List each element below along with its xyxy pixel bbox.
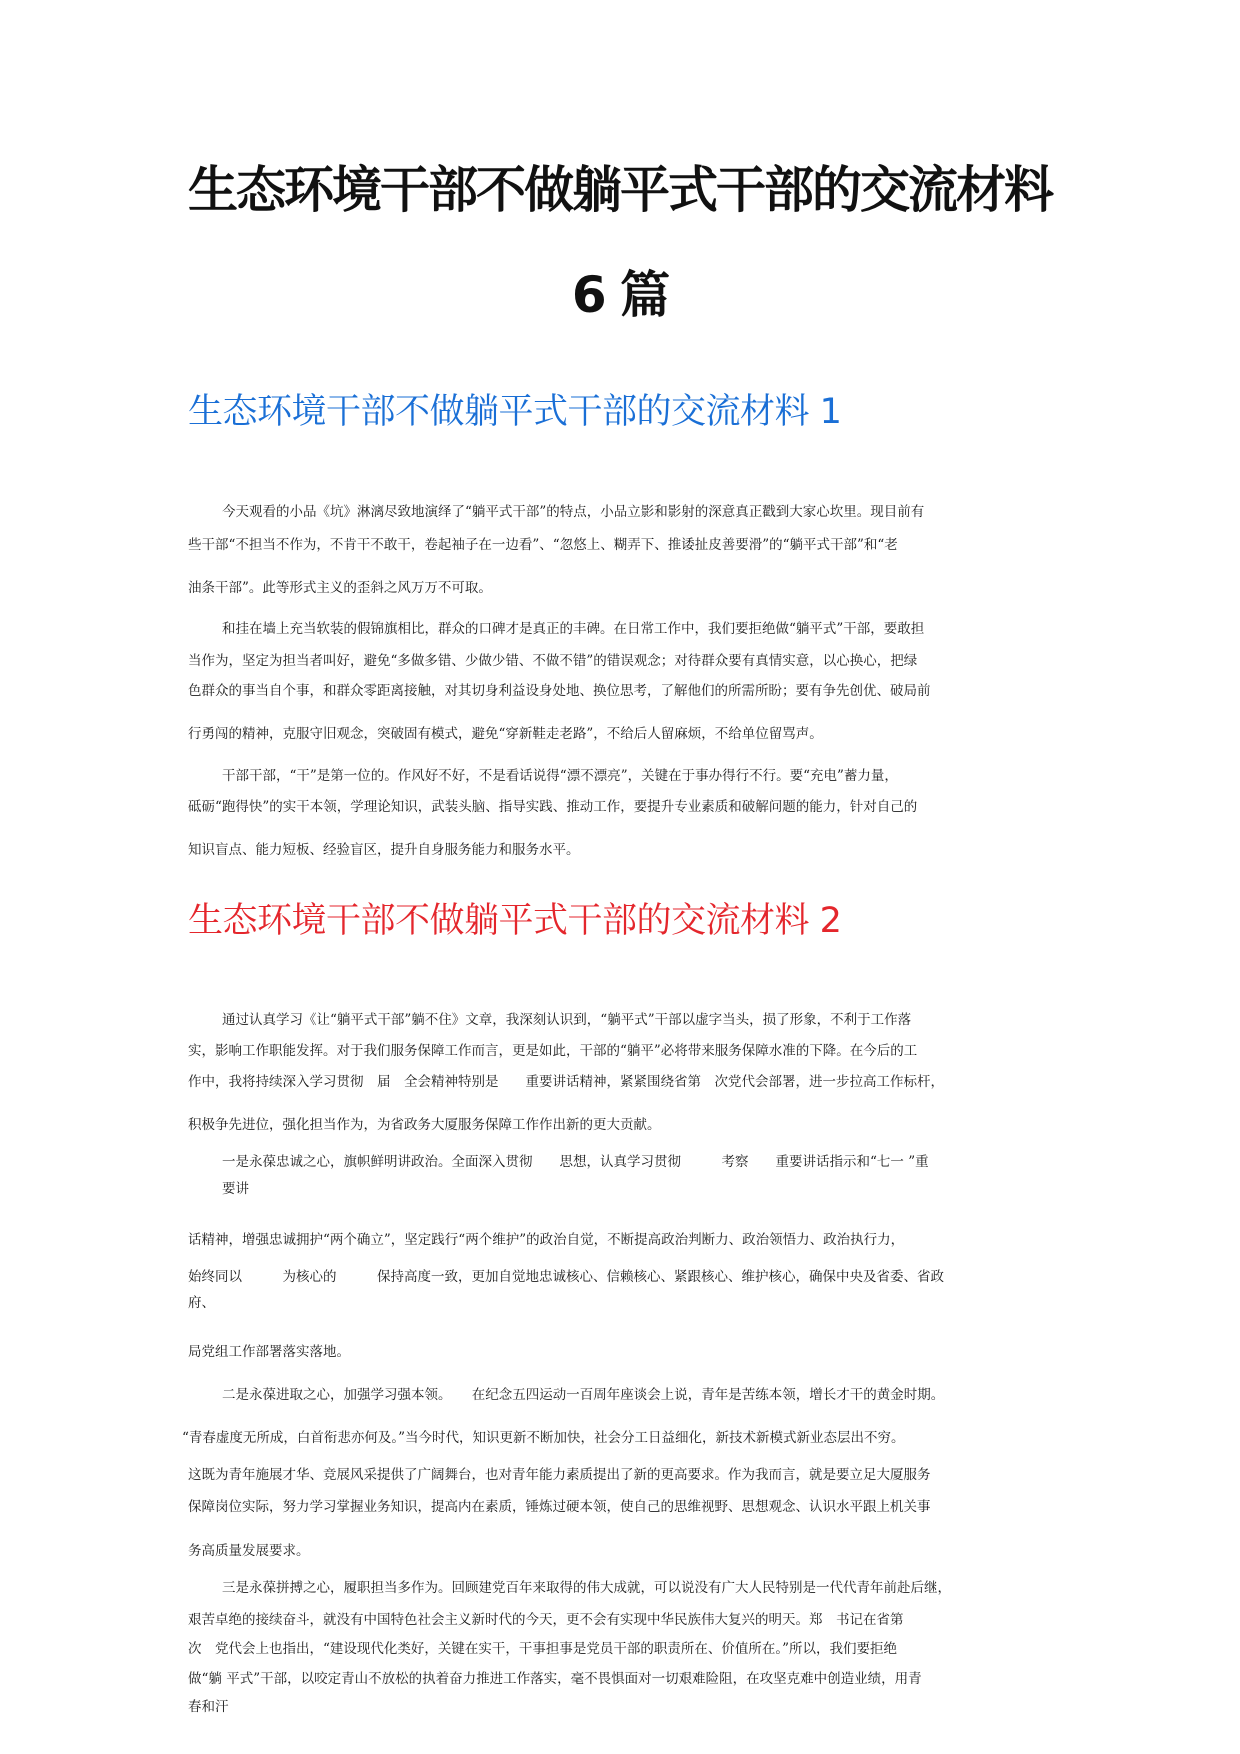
paragraph-line: 春和汗 (188, 1699, 229, 1715)
paragraph-line: 实，影响工作职能发挥。对于我们服务保障工作而言，更是如此，干部的“躺平”必将带来服务保障水准的下降。在今后的工 (188, 1043, 918, 1059)
paragraph-line: 做“躺 平式”干部，以咬定青山不放松的执着奋力推进工作落实，毫不畏惧面对一切艰难险阻，在攻坚克难中创造业绩，用青 (188, 1671, 922, 1687)
paragraph-line: 作中，我将持续深入学习贯彻 届 全会精神特别是 重要讲话精神，紧紧围绕省第 次党代会部署，进一步拉高工作标杆， (188, 1074, 944, 1090)
section-1-heading: 生态环境干部不做躺平式干部的交流材料 1 (188, 392, 842, 432)
document-title-count: 6 篇 (571, 266, 669, 324)
paragraph-line: 局党组工作部署落实落地。 (188, 1344, 350, 1360)
paragraph-line: 砥砺“跑得快”的实干本领，学理论知识，武装头脑、指导实践、推动工作，要提升专业素质和破解问题的能力，针对自己的 (188, 799, 918, 815)
paragraph-line: 始终同以 为核心的 保持高度一致，更加自觉地忠诚核心、信赖核心、紧跟核心、维护核心，确保中央及省委、省政 (188, 1269, 944, 1285)
paragraph-line: 些干部“不担当不作为，不肯干不敢干，卷起袖子在一边看”、“忽悠上、糊弄下、推诿扯皮善要滑”的“躺平式干部”和“老 (188, 537, 898, 553)
paragraph-line: 通过认真学习《让“躺平式干部”躺不住》文章，我深刻认识到，“躺平式”干部以虚字当头，损了形象，不利于工作落 (222, 1012, 912, 1028)
paragraph-line: 话精神，增强忠诚拥护“两个确立”，坚定践行“两个维护”的政治自觉，不断提高政治判断力、政治领悟力、政治执行力， (188, 1232, 905, 1248)
paragraph-line: 和挂在墙上充当软装的假锦旗相比，群众的口碑才是真正的丰碑。在日常工作中，我们要拒绝做“躺平式”干部，要敢担 (222, 621, 925, 637)
paragraph-line: 次 党代会上也指出，“建设现代化类好，关键在实干，干事担事是党员干部的职责所在、价值所在。”所以，我们要拒绝 (188, 1641, 898, 1657)
paragraph-line: 一是永葆忠诚之心，旗帜鲜明讲政治。全面深入贯彻 思想，认真学习贯彻 考察 重要讲话指示和“七一 ”重 (222, 1154, 929, 1170)
paragraph-line: “青春虚度无所成，白首衔悲亦何及。”当今时代，知识更新不断加快，社会分工日益细化，新技术新模式新业态层出不穷。 (182, 1430, 905, 1446)
paragraph-line: 干部干部，“干”是第一位的。作风好不好，不是看话说得“漂不漂亮”，关键在于事办得行不行。要“充电”蓄力量， (222, 768, 898, 784)
paragraph-line: 二是永葆进取之心，加强学习强本领。 在纪念五四运动一百周年座谈会上说，青年是苦练本领，增长才干的黄金时期。 (222, 1387, 945, 1403)
paragraph-line: 当作为，坚定为担当者叫好，避免“多做多错、少做少错、不做不错”的错误观念；对待群众要有真情实意，以心换心，把绿 (188, 653, 918, 669)
paragraph-line: 府、 (188, 1295, 215, 1311)
paragraph-line: 要讲 (222, 1181, 249, 1197)
paragraph-line: 务高质量发展要求。 (188, 1543, 310, 1559)
paragraph-line: 色群众的事当自个事，和群众零距离接触，对其切身利益设身处地、换位思考，了解他们的所需所盼；要有争先创优、破局前 (188, 683, 931, 699)
paragraph-line: 艰苦卓绝的接续奋斗，就没有中国特色社会主义新时代的今天，更不会有实现中华民族伟大复兴的明天。郑 书记在省第 (188, 1612, 904, 1628)
paragraph-line: 油条干部”。此等形式主义的歪斜之风万万不可取。 (188, 580, 492, 596)
paragraph-line: 行勇闯的精神，克服守旧观念，突破固有模式，避免“穿新鞋走老路”，不给后人留麻烦，不给单位留骂声。 (188, 726, 823, 742)
paragraph-line: 三是永葆拼搏之心，履职担当多作为。回顾建党百年来取得的伟大成就，可以说没有广大人民特别是一代代青年前赴后继， (222, 1580, 951, 1596)
paragraph-line: 积极争先进位，强化担当作为，为省政务大厦服务保障工作作出新的更大贡献。 (188, 1117, 661, 1133)
paragraph-line: 今天观看的小品《坑》淋漓尽致地演绎了“躺平式干部”的特点，小品立影和影射的深意真正戳到大家心坎里。现目前有 (222, 504, 925, 520)
section-2-heading: 生态环境干部不做躺平式干部的交流材料 2 (188, 901, 842, 941)
paragraph-line: 知识盲点、能力短板、经验盲区，提升自身服务能力和服务水平。 (188, 842, 580, 858)
paragraph-line: 这既为青年施展才华、竞展风采提供了广阔舞台，也对青年能力素质提出了新的更高要求。作为我而言，就是要立足大厦服务 (188, 1467, 931, 1483)
paragraph-line: 保障岗位实际，努力学习掌握业务知识，提高内在素质，锤炼过硬本领，使自己的思维视野、思想观念、认识水平跟上机关事 (188, 1499, 931, 1515)
document-title: 生态环境干部不做躺平式干部的交流材料 (188, 161, 1052, 219)
